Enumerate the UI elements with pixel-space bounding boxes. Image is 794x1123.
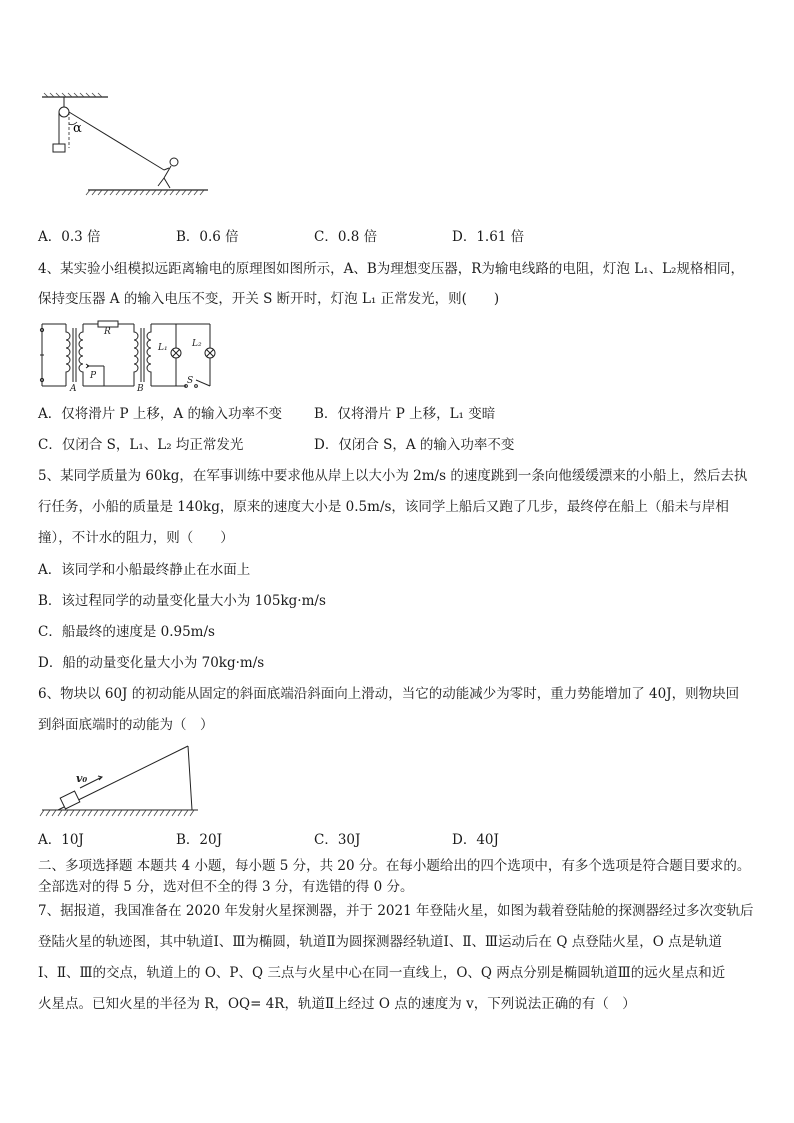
label-A: A	[70, 384, 77, 394]
q7-stem-line-4: 火星点。已知火星的半径为 R，OQ= 4R，轨道Ⅱ上经过 O 点的速度为 v，下列说法正确的有（ ）	[38, 996, 636, 1012]
hanging-weight	[53, 144, 65, 152]
incline-block-figure	[36, 742, 206, 824]
label-L1: L₁	[158, 343, 168, 353]
q6-option-b: B．20J	[176, 832, 223, 848]
q4-stem-line-2: 保持变压器 A 的输入电压不变，开关 S 断开时，灯泡 L₁ 正常发光，则( )	[38, 291, 500, 307]
q5-option-d: D．船的动量变化量大小为 70kg·m/s	[38, 655, 265, 671]
label-B: B	[137, 384, 144, 394]
pulley-rope-figure	[36, 92, 216, 202]
label-L2: L₂	[192, 339, 202, 349]
q7-stem-line-3: Ⅰ、Ⅱ、Ⅲ的交点，轨道上的 O、P、Q 三点与火星中心在同一直线上，O、Q 两点分别是椭圆轨道Ⅲ的远火星点和近	[38, 965, 726, 981]
transformer-circuit-figure	[36, 320, 222, 392]
q3-option-d: D．1.61 倍	[452, 229, 525, 245]
q5-option-c: C．船最终的速度是 0.95m/s	[38, 624, 215, 640]
q3-option-b: B．0.6 倍	[176, 229, 239, 245]
v0-label: v₀	[76, 772, 88, 785]
q5-option-b: B．该过程同学的动量变化量大小为 105kg·m/s	[38, 593, 326, 609]
q7-stem-line-2: 登陆火星的轨迹图，其中轨道Ⅰ、Ⅲ为椭圆，轨道Ⅱ为圆探测器经轨道Ⅰ、Ⅱ、Ⅲ运动后在 Q 点登陆火星，O 点是轨道	[38, 934, 723, 950]
label-R: R	[104, 327, 111, 337]
q4-option-b: B．仅将滑片 P 上移，L₁ 变暗	[314, 406, 496, 422]
q6-option-c: C．30J	[314, 832, 361, 848]
q3-option-a: A．0.3 倍	[38, 229, 101, 245]
q6-stem-line-2: 到斜面底端时的动能为（ ）	[38, 717, 214, 733]
person-figure	[158, 158, 178, 188]
q4-option-c: C．仅闭合 S，L₁、L₂ 均正常发光	[38, 437, 244, 453]
q5-option-a: A．该同学和小船最终静止在水面上	[38, 562, 251, 578]
q5-stem-line-2: 行任务，小船的质量是 140kg，原来的速度大小是 0.5m/s，该同学上船后又跑了几步，最终停在船上（船未与岸相	[38, 499, 729, 515]
q6-stem-line-1: 6、物块以 60J 的初动能从固定的斜面底端沿斜面向上滑动，当它的动能减少为零时，重力势能增加了 40J，则物块回	[38, 686, 740, 702]
q4-option-a: A．仅将滑片 P 上移，A 的输入功率不变	[38, 406, 282, 422]
section2-line-1: 二、多项选择题 本题共 4 小题，每小题 5 分，共 20 分。在每小题给出的四个选项中，有多个选项是符合题目要求的。	[38, 858, 751, 874]
label-P: P	[90, 371, 97, 381]
q6-option-d: D．40J	[452, 832, 499, 848]
q4-option-d: D．仅闭合 S，A 的输入功率不变	[314, 437, 515, 453]
q5-stem-line-1: 5、某同学质量为 60kg，在军事训练中要求他从岸上以大小为 2m/s 的速度跳到一条向他缓缓漂来的小船上，然后去执	[38, 468, 748, 484]
label-S: S	[187, 376, 194, 386]
section2-line-2: 全部选对的得 5 分，选对但不全的得 3 分，有选错的得 0 分。	[38, 879, 414, 895]
pulley	[59, 107, 69, 117]
q7-stem-line-1: 7、据报道，我国准备在 2020 年发射火星探测器，并于 2021 年登陆火星，如图为载着登陆舱的探测器经过多次变轨后	[38, 903, 754, 919]
q3-option-c: C．0.8 倍	[314, 229, 378, 245]
q6-option-a: A．10J	[38, 832, 84, 848]
q4-stem-line-1: 4、某实验小组模拟远距离输电的原理图如图所示，A、B为理想变压器，R为输电线路的电阻，灯泡 L₁、L₂规格相同，	[38, 261, 744, 277]
q5-stem-line-3: 撞），不计水的阻力，则（ ）	[38, 530, 234, 546]
angle-label: α	[73, 121, 82, 136]
